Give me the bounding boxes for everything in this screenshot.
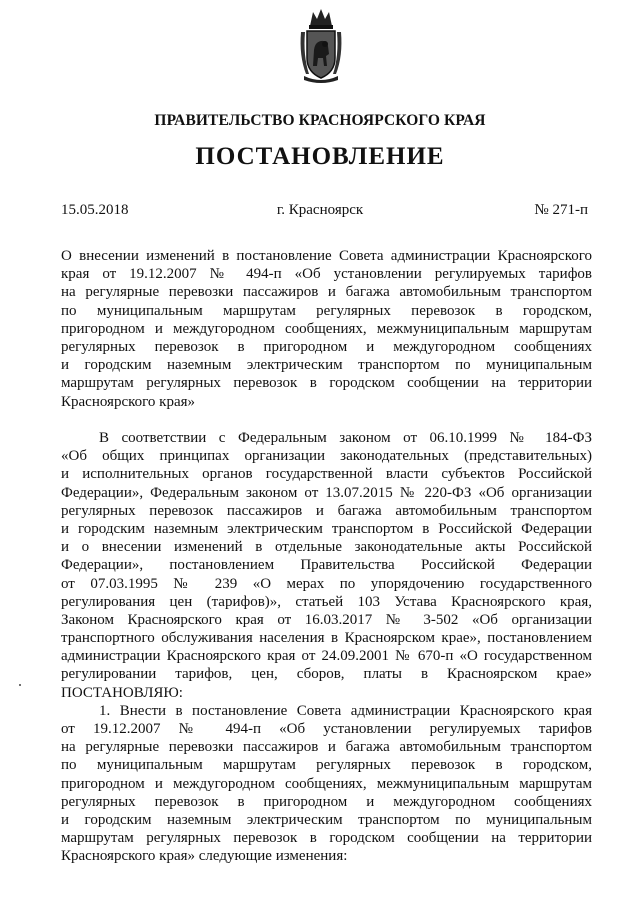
body-line: администрации Красноярского края от 24.09.2001 № 670-п «О государственном	[61, 648, 592, 665]
body-line: по муниципальным маршрутам регулярных перевозок в городском,	[61, 757, 592, 774]
body-line: Федерации», Федеральным законом от 13.07.2015 № 220-ФЗ «Об организации	[61, 484, 592, 501]
body-line: 1. Внести в постановление Совета администрации Красноярского края	[99, 702, 592, 719]
subject-line: по муниципальным маршрутам регулярных перевозок в городском,	[61, 302, 592, 319]
document-number: № 271-п	[534, 202, 588, 218]
body-line: регулярных перевозок пассажиров и багажа автомобильным транспортом	[61, 502, 592, 519]
body-line: Красноярского края» следующие изменения:	[61, 848, 348, 865]
body-line: регулирования цен (тарифов)», статьей 103 Устава Красноярского края,	[61, 593, 592, 610]
subject-line: О внесении изменений в постановление Совета администрации Красноярского	[61, 248, 592, 264]
body-line: и городским наземным электрическим транспортом в Российской Федерации	[61, 520, 592, 537]
subject-block	[61, 247, 592, 411]
body-line: регулировании тарифов, цен, сборов, платы в Красноярском крае»	[61, 666, 592, 683]
body-line: и о внесении изменений в отдельные законодательные акты Российской	[61, 539, 592, 556]
body-line: «Об общих принципах организации законодательных (представительных)	[61, 448, 592, 465]
resolution-word: ПОСТАНОВЛЯЮ:	[61, 684, 183, 701]
body-line: на регулярные перевозки пассажиров и багажа автомобильным транспортом	[61, 739, 592, 756]
body-block	[61, 429, 592, 866]
krasnoyarsk-coat-of-arms-icon	[298, 6, 344, 84]
body-line: от 07.03.1995 № 239 «О мерах по упорядочению государственного	[61, 575, 592, 592]
body-line: транспортного обслуживания населения в Красноярском крае», постановлением	[61, 630, 592, 647]
body-line: и городским наземным электрическим транспортом по муниципальным	[61, 811, 592, 828]
body-line: регулярных перевозок в пригородном и междугородном сообщениях	[61, 793, 592, 810]
government-heading: ПРАВИТЕЛЬСТВО КРАСНОЯРСКОГО КРАЯ	[154, 112, 486, 129]
document-type-title: ПОСТАНОВЛЕНИЕ	[195, 143, 445, 170]
body-line: Законом Красноярского края от 16.03.2017 № 3-502 «Об организации	[61, 611, 592, 628]
body-line: и исполнительных органов государственной власти субъектов Российской	[61, 466, 592, 483]
subject-line: на регулярные перевозки пассажиров и багажа автомобильным транспортом	[61, 284, 592, 301]
scan-speck	[19, 684, 21, 686]
subject-line: и городским наземным электрическим транспортом по муниципальным	[61, 357, 592, 374]
subject-line: пригородном и междугородном сообщениях, межмуниципальным маршрутам	[61, 320, 592, 337]
subject-line: края от 19.12.2007 № 494-п «Об установлении регулируемых тарифов	[61, 266, 592, 283]
body-line: В соответствии с Федеральным законом от 06.10.1999 № 184-ФЗ	[99, 430, 592, 446]
body-line: от 19.12.2007 № 494-п «Об установлении регулируемых тарифов	[61, 721, 592, 737]
subject-line: регулярных перевозок в пригородном и междугородном сообщениях	[61, 338, 592, 355]
document-city: г. Красноярск	[276, 202, 364, 218]
body-line: маршрутам регулярных перевозок в городском сообщении на территории	[61, 830, 592, 847]
subject-line: маршрутам регулярных перевозок в городском сообщении на территории	[61, 375, 592, 392]
subject-line: Красноярского края»	[61, 393, 196, 410]
document-date: 15.05.2018	[61, 202, 129, 218]
body-line: Федерации», постановлением Правительства Российской Федерации	[61, 557, 592, 574]
body-line: пригородном и междугородном сообщениях, межмуниципальным маршрутам	[61, 775, 592, 792]
